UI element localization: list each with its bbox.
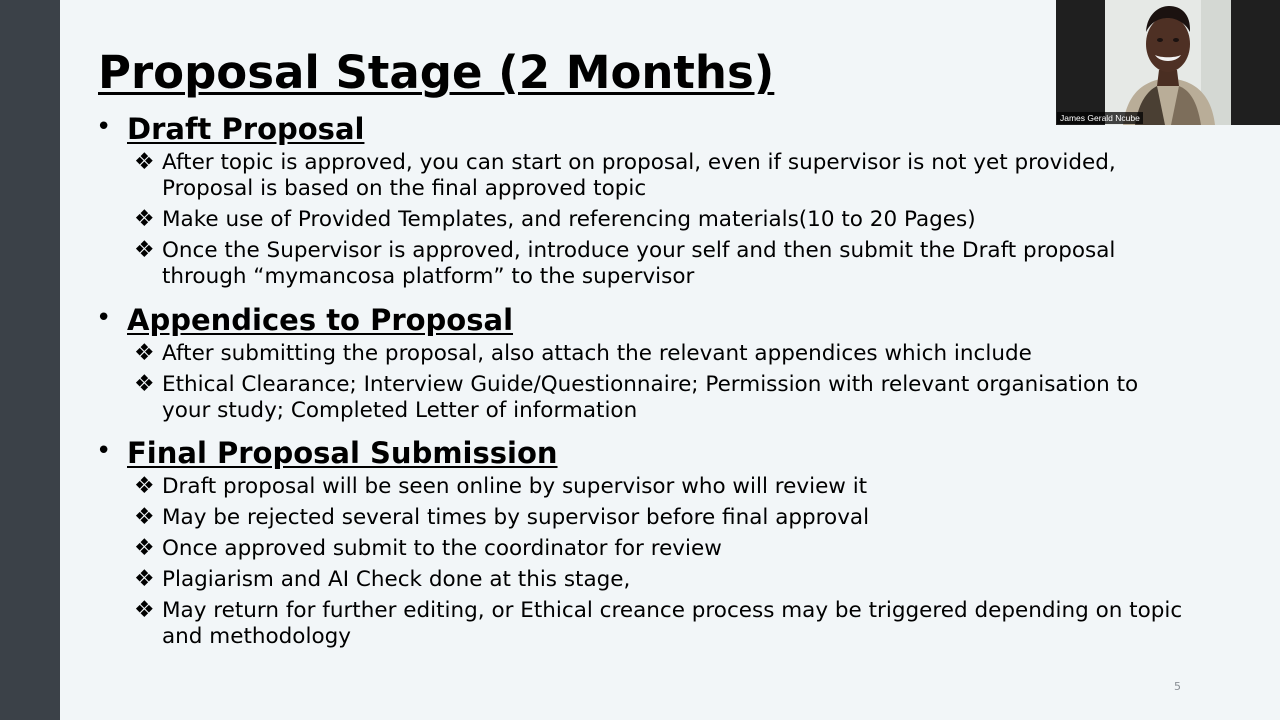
bullet-icon: • bbox=[96, 436, 112, 466]
list-item bbox=[96, 505, 1186, 531]
list-item bbox=[96, 150, 1186, 202]
section-appendices bbox=[96, 303, 1186, 429]
section-title: Draft Proposal bbox=[127, 112, 365, 146]
list-item bbox=[96, 536, 1186, 562]
diamond-bullet-icon: ❖ bbox=[134, 340, 155, 366]
diamond-bullet-icon: ❖ bbox=[134, 566, 155, 592]
participant-video-tile[interactable] bbox=[1056, 0, 1280, 125]
list-item bbox=[96, 598, 1186, 650]
list-item bbox=[96, 474, 1186, 500]
slide-title: Proposal Stage (2 Months) bbox=[98, 46, 775, 99]
section-final-submission bbox=[96, 436, 1186, 655]
point-text: After submitting the proposal, also attach the relevant appendices which include bbox=[162, 341, 1032, 366]
list-item bbox=[96, 238, 1186, 290]
point-text: Once the Supervisor is approved, introduce your self and then submit the Draft proposal through “mymancosa platform” to the supervisor bbox=[162, 238, 1116, 289]
list-item bbox=[96, 207, 1186, 233]
point-text: Plagiarism and AI Check done at this stage, bbox=[162, 567, 631, 592]
slide-left-bar bbox=[0, 0, 60, 720]
point-text: Once approved submit to the coordinator for review bbox=[162, 536, 722, 561]
diamond-bullet-icon: ❖ bbox=[134, 206, 155, 232]
slide-page-number: 5 bbox=[1174, 680, 1181, 693]
section-title: Appendices to Proposal bbox=[127, 303, 514, 337]
section-draft-proposal bbox=[96, 112, 1186, 295]
list-item bbox=[96, 372, 1186, 424]
point-text: May be rejected several times by supervisor before final approval bbox=[162, 505, 870, 530]
list-item bbox=[96, 341, 1186, 367]
point-list bbox=[96, 474, 1186, 650]
bullet-icon: • bbox=[96, 112, 112, 142]
section-title: Final Proposal Submission bbox=[127, 436, 558, 470]
point-list bbox=[96, 150, 1186, 290]
diamond-bullet-icon: ❖ bbox=[134, 597, 155, 623]
point-text: Make use of Provided Templates, and referencing materials(10 to 20 Pages) bbox=[162, 207, 976, 232]
diamond-bullet-icon: ❖ bbox=[134, 371, 155, 397]
participant-avatar-icon bbox=[1105, 0, 1231, 125]
diamond-bullet-icon: ❖ bbox=[134, 237, 155, 263]
participant-name-label: James Gerald Ncube bbox=[1057, 112, 1143, 124]
diamond-bullet-icon: ❖ bbox=[134, 149, 155, 175]
diamond-bullet-icon: ❖ bbox=[134, 473, 155, 499]
diamond-bullet-icon: ❖ bbox=[134, 504, 155, 530]
point-list bbox=[96, 341, 1186, 424]
list-item bbox=[96, 567, 1186, 593]
point-text: After topic is approved, you can start on proposal, even if supervisor is not yet provided, Proposal is based on the final approved topic bbox=[162, 150, 1116, 201]
video-feed bbox=[1105, 0, 1231, 125]
point-text: May return for further editing, or Ethical creance process may be triggered depending on topic and methodology bbox=[162, 598, 1183, 649]
bullet-icon: • bbox=[96, 303, 112, 333]
point-text: Draft proposal will be seen online by supervisor who will review it bbox=[162, 474, 868, 499]
diamond-bullet-icon: ❖ bbox=[134, 535, 155, 561]
point-text: Ethical Clearance; Interview Guide/Questionnaire; Permission with relevant organisation to your study; Completed Letter of information bbox=[162, 372, 1139, 423]
